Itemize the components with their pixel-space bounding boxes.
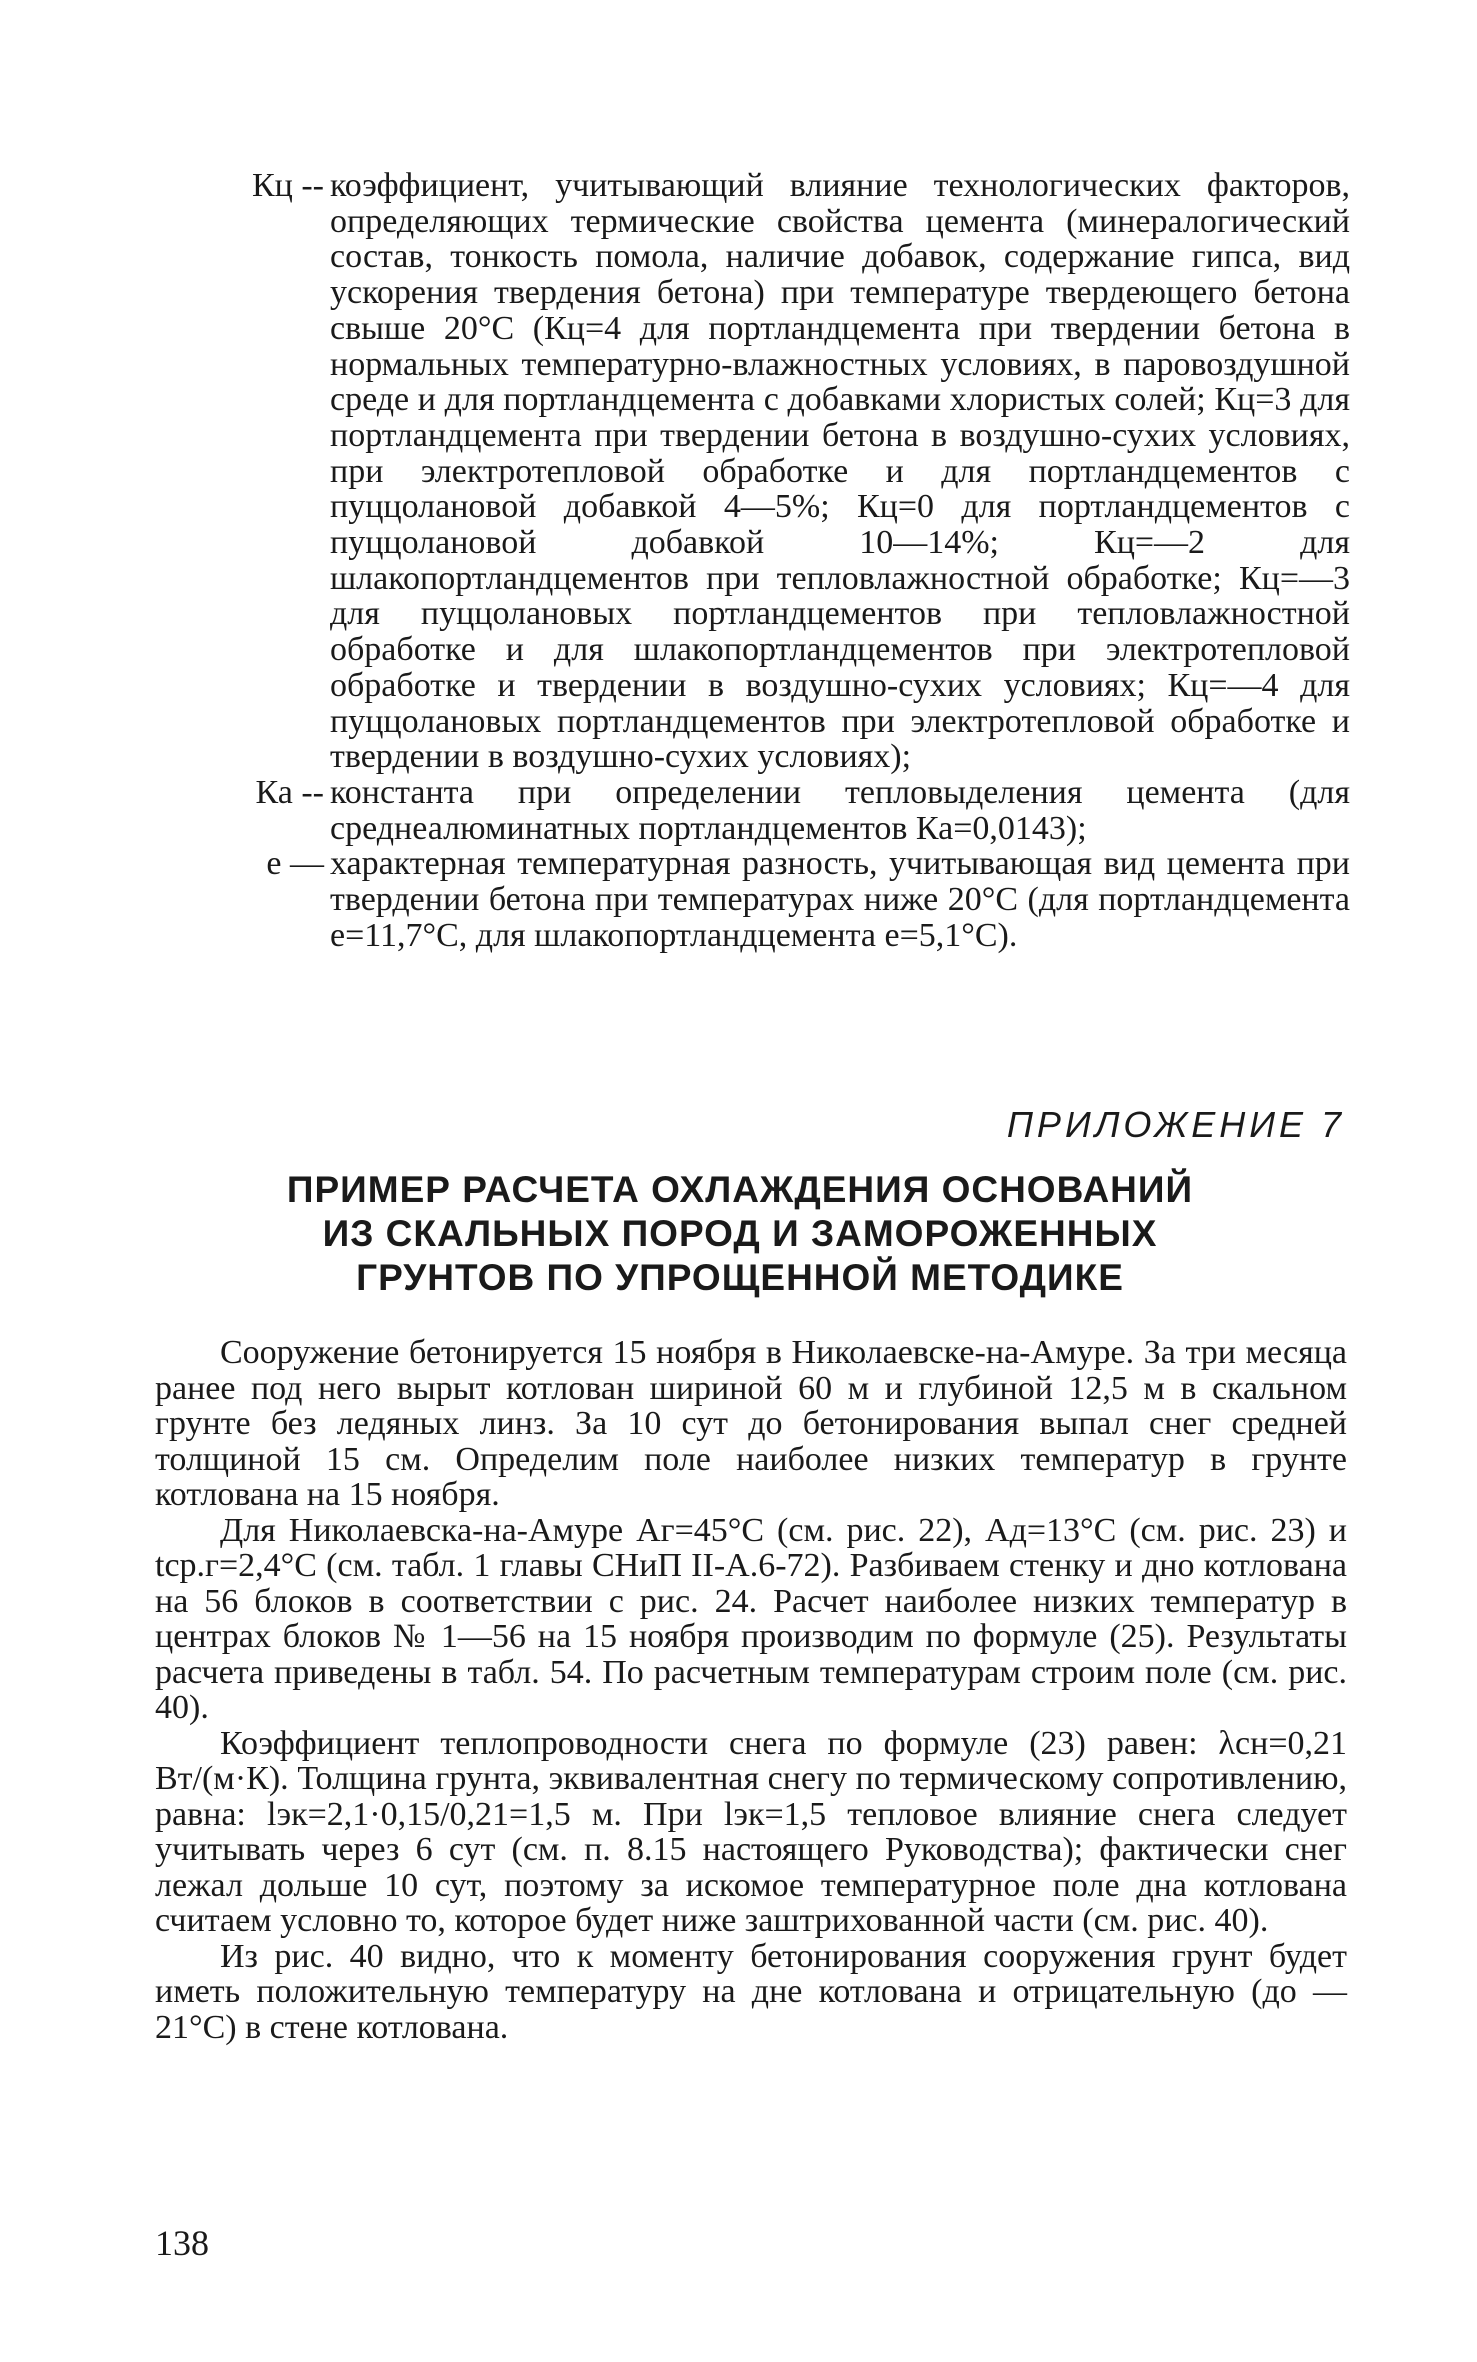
definition-text: константа при определении тепловыделения цемента (для среднеалюминатных портландцементов Ка=0,0143); <box>330 773 1350 847</box>
definition-e <box>200 846 1350 953</box>
definition-symbol: Ка -- <box>255 773 324 811</box>
definition-symbol: Кц -- <box>251 167 324 204</box>
paragraph: Коэффициент теплопроводности снега по формуле (23) равен: λсн=0,21 Вт/(м·К). Толщина грунта, эквивалентная снегу по термическому сопротивлению, равна: lэк=2,1·0,15/0,21=1,5 м. При lэк=1,5 тепловое влияние снега следует учитывать через 6 сут (см. п. 8.15 настоящего Руководства); фактически снег лежал дольше 10 сут, поэтому за искомое температурное поле дна котлована считаем условно то, которое будет ниже заштрихованной части (см. рис. 40). <box>155 1724 1347 1939</box>
appendix-label: ПРИЛОЖЕНИЕ 7 <box>1006 1104 1345 1145</box>
definition-kc <box>200 168 1350 775</box>
body-text <box>155 1335 1347 2045</box>
definition-text: коэффициент, учитывающий влияние технологических факторов, определяющих термические свойства цемента (минералогический состав, тонкость помола, наличие добавок, содержание гипса, вид ускорения твердения бетона) при температуре твердеющего бетона свыше 20°С (Кц=4 для портландцемента при твердении бетона в нормальных температурно-влажностных условиях, в паровоздушной среде и для портландцемента с добавками хлористых солей; Кц=3 для портландцемента при твердении бетона в воздушно-сухих условиях, при электротепловой обработке и для портландцементов с пуццолановой добавкой 4—5%; Кц=0 для портландцементов с пуццолановой добавкой 10—14%; Кц=—2 для шлакопортландцементов при тепловлажностной обработке; Кц=—3 для пуццолановых портландцементов при тепловлажностной обработке и для шлакопортландцементов при электротепловой обработке и твердении в воздушно-сухих условиях; Кц=—4 для пуццолановых портландцементов при электротепловой обработке и твердении в воздушно-сухих условиях); <box>330 167 1350 776</box>
paragraph: Сооружение бетонируется 15 ноября в Николаевске-на-Амуре. За три месяца ранее под него вырыт котлован шириной 60 м и глубиной 12,5 м в скальном грунте без ледяных линз. За 10 сут до бетонирования выпал снег средней толщиной 15 см. Определим поле наиболее низких температур в грунте котлована на 15 ноября. <box>155 1334 1347 1513</box>
section-title-line: ИЗ СКАЛЬНЫХ ПОРОД И ЗАМОРОЖЕННЫХ <box>322 1213 1158 1254</box>
paragraph: Из рис. 40 видно, что к моменту бетонирования сооружения грунт будет иметь положительную температуру на дне котлована и отрицательную (до —21°С) в стене котлована. <box>155 1937 1347 2046</box>
definition-text: характерная температурная разность, учитывающая вид цемента при твердении бетона при температурах ниже 20°С (для портландцемента е=11,7°С, для шлакопортландцемента е=5,1°С). <box>330 845 1350 954</box>
definition-symbol: е — <box>266 845 324 883</box>
section-title-line: ПРИМЕР РАСЧЕТА ОХЛАЖДЕНИЯ ОСНОВАНИЙ <box>286 1169 1194 1210</box>
definition-list <box>200 168 1350 953</box>
definition-ka <box>200 775 1350 846</box>
section-title-line: ГРУНТОВ ПО УПРОЩЕННОЙ МЕТОДИКЕ <box>356 1257 1124 1298</box>
paragraph: Для Николаевска-на-Амуре Аг=45°С (см. рис. 22), Ад=13°С (см. рис. 23) и tср.г=2,4°С (см. табл. 1 главы СНиП II-А.6-72). Разбиваем стенку и дно котлована на 56 блоков в соответствии с рис. 24. Расчет наиболее низких температур в центрах блоков № 1—56 на 15 ноября производим по формуле (25). Результаты расчета приведены в табл. 54. По расчетным температурам строим поле (см. рис. 40). <box>155 1511 1347 1726</box>
page-number: 138 <box>155 2223 209 2263</box>
section-title <box>160 1168 1320 1300</box>
